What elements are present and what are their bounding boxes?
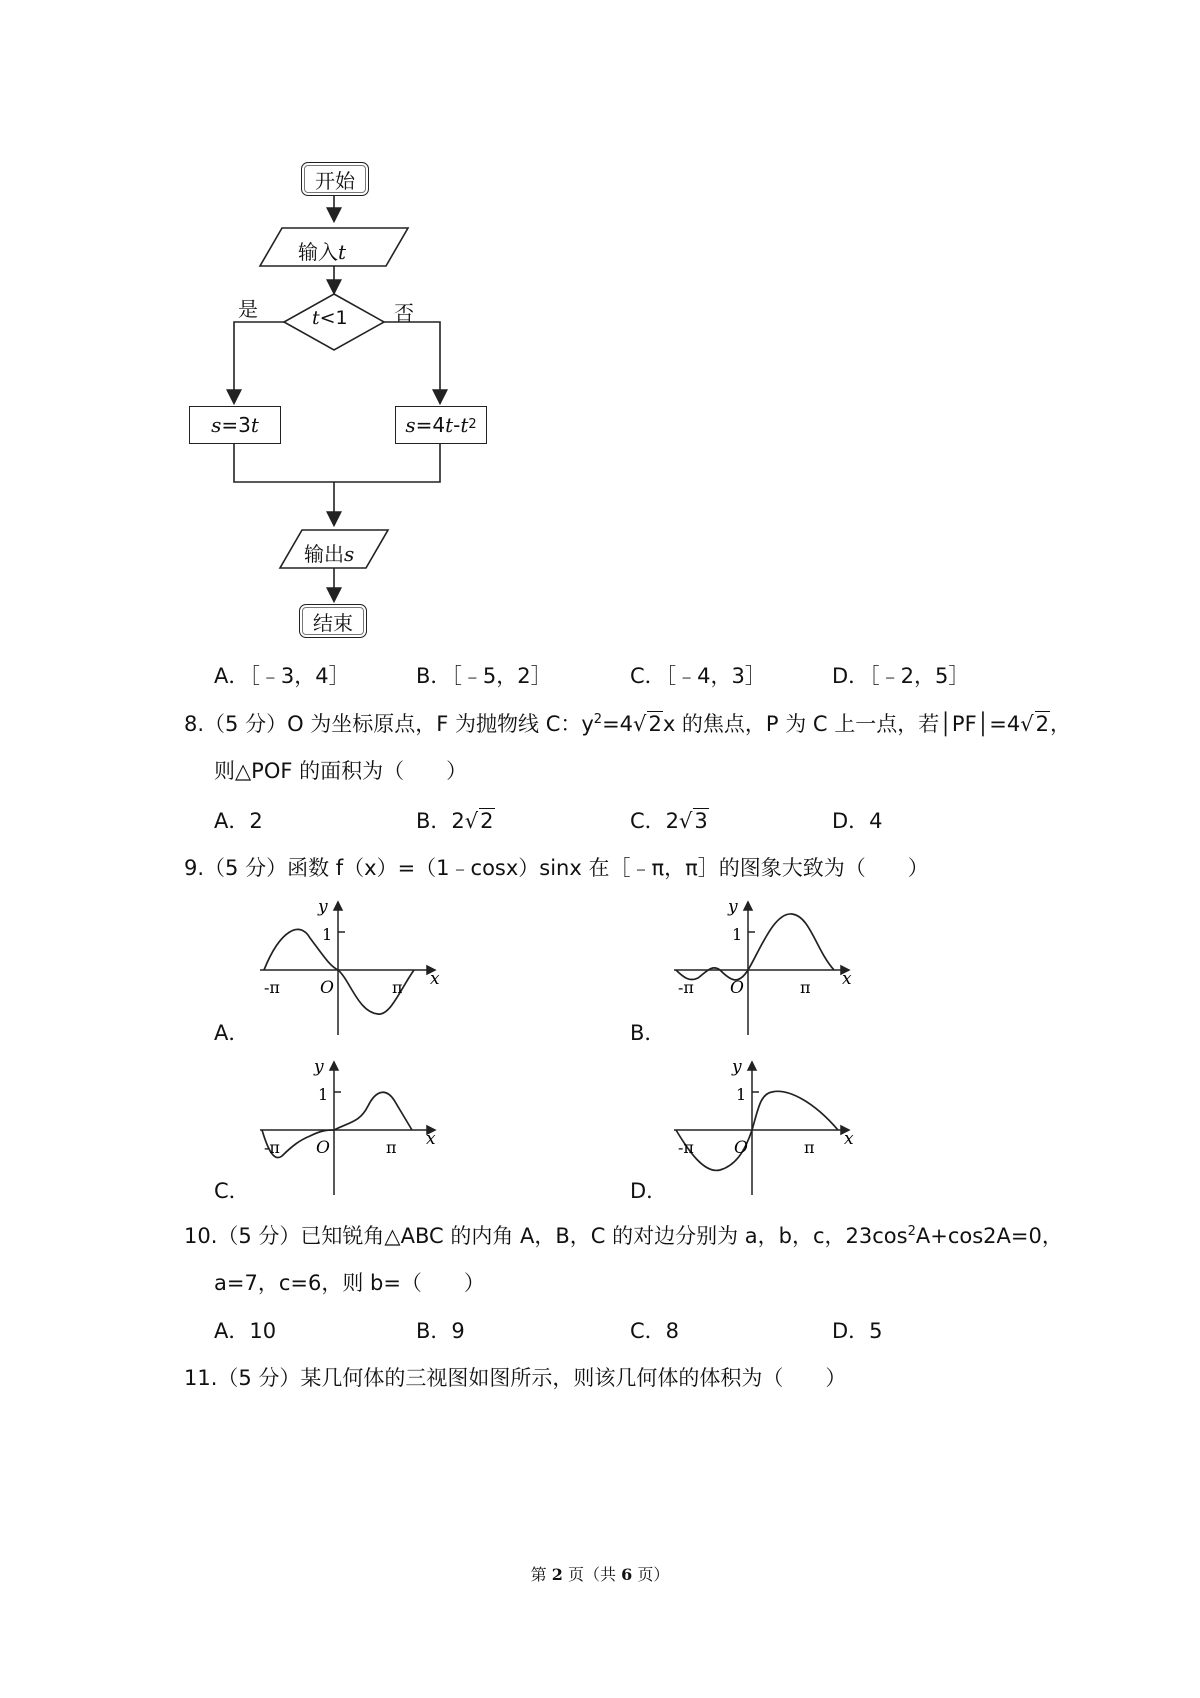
origin-label: O: [316, 1138, 330, 1158]
start-label: 开始: [315, 168, 355, 193]
tick-pi: π: [800, 978, 811, 997]
tick-one: 1: [322, 925, 333, 944]
tick-one: 1: [736, 1085, 747, 1104]
q7-option-a: A．［﹣3，4］: [214, 664, 350, 688]
tick-neg-pi: -π: [678, 978, 694, 997]
sqrt-icon: √: [464, 809, 479, 833]
q7-option-d: D．［﹣2，5］: [832, 664, 970, 688]
sqrt-icon: √: [679, 809, 693, 833]
q8-option-a: A．2: [214, 809, 263, 833]
q9-stem: 9.（5 分）函数 f（x）=（1﹣cosx）sinx 在［﹣π，π］的图象大致为（ ）: [184, 856, 929, 880]
y-axis-label: y: [728, 897, 738, 917]
sqrt-icon: √: [633, 712, 647, 736]
q9-option-c: C．: [214, 1179, 250, 1203]
q9-option-d: D．: [630, 1179, 668, 1203]
y-axis-label: y: [314, 1057, 324, 1077]
q8-option-b: B．2√2: [416, 809, 494, 833]
x-axis-label: x: [426, 1129, 436, 1149]
q8-option-d: D．4: [832, 809, 883, 833]
q10-option-c: C．8: [630, 1319, 680, 1343]
q10-option-b: B．9: [416, 1319, 465, 1343]
q7-option-b: B．［﹣5，2］: [416, 664, 552, 688]
origin-label: O: [734, 1138, 748, 1158]
x-axis-label: x: [430, 969, 440, 989]
origin-label: O: [320, 978, 334, 998]
graph-a: [250, 890, 450, 1040]
y-axis-label: y: [318, 897, 328, 917]
q9-option-b: B．: [630, 1021, 666, 1045]
q10-option-a: A．10: [214, 1319, 277, 1343]
tick-one: 1: [318, 1085, 329, 1104]
input-label: 输入t: [298, 240, 347, 264]
left-process-box: s =3 t: [189, 406, 281, 444]
flowchart-connectors: [0, 0, 520, 660]
condition-label: t<1: [312, 307, 348, 329]
tick-pi: π: [392, 978, 403, 997]
q8-option-c: C．2√3: [630, 809, 708, 833]
output-label: 输出s: [304, 542, 355, 566]
end-terminal: [299, 604, 367, 638]
page-footer: 第 2 页（共 6 页）: [530, 1565, 670, 1584]
q10-option-d: D．5: [832, 1319, 883, 1343]
x-axis-label: x: [844, 1129, 854, 1149]
tick-neg-pi: -π: [264, 978, 280, 997]
end-label: 结束: [313, 610, 353, 635]
q8-line1: 8.（5 分）O 为坐标原点，F 为抛物线 C：$y^2=4√2x$ 的焦点，P 为 C 上一点，若│PF│=4√2，: [184, 712, 1072, 736]
tick-pi: π: [804, 1138, 815, 1157]
tick-pi: π: [386, 1138, 397, 1157]
tick-neg-pi: -π: [264, 1138, 280, 1157]
graph-d: [664, 1050, 864, 1200]
graph-b: [664, 890, 864, 1040]
origin-label: O: [730, 978, 744, 998]
q8-line2: 则△POF 的面积为（ ）: [214, 759, 468, 783]
right-process-box: s =4 t - t 2: [395, 406, 487, 444]
q7-option-c: C．［﹣4，3］: [630, 664, 766, 688]
q10-line2: a=7，c=6，则 b=（ ）: [214, 1271, 485, 1295]
yes-label: 是: [238, 297, 258, 321]
sqrt-icon: √: [1020, 712, 1034, 736]
tick-one: 1: [732, 925, 743, 944]
q11-stem: 11.（5 分）某几何体的三视图如图所示，则该几何体的体积为（ ）: [184, 1366, 847, 1390]
x-axis-label: x: [842, 969, 852, 989]
start-terminal: [301, 162, 369, 196]
no-label: 否: [394, 301, 414, 325]
tick-neg-pi: -π: [678, 1138, 694, 1157]
q10-line1: 10.（5 分）已知锐角△ABC 的内角 A，B，C 的对边分别为 a，b，c，$23\cos^2A+\cos 2A=0$，: [184, 1224, 1063, 1248]
y-axis-label: y: [732, 1057, 742, 1077]
graph-c: [250, 1050, 450, 1200]
q9-option-a: A．: [214, 1021, 250, 1045]
